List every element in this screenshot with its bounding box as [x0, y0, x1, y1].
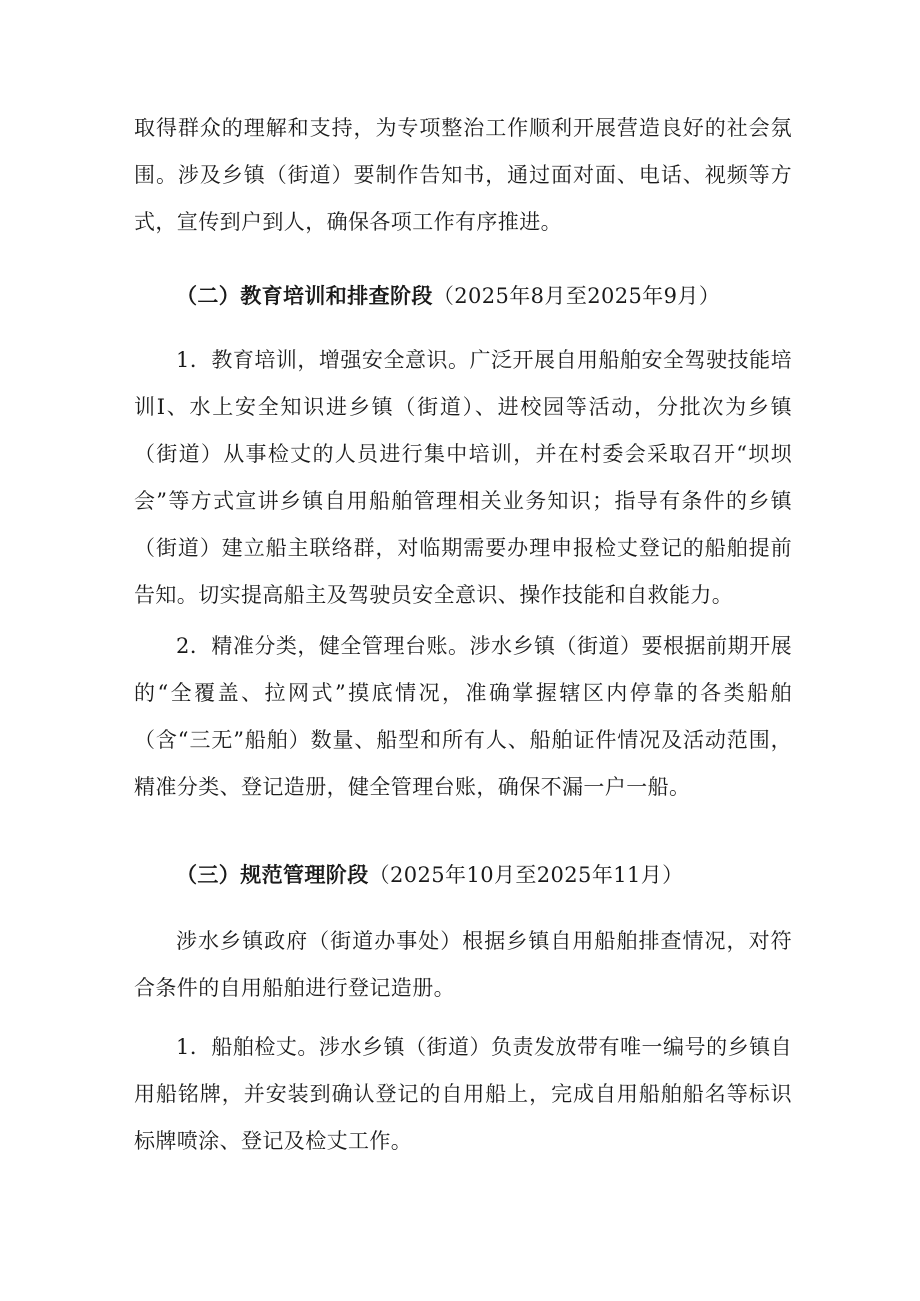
- paragraph-ship-inspection: 1．船舶检丈。涉水乡镇（街道）负责发放带有唯一编号的乡镇自用船铭牌，并安装到确认登记的自用船上，完成自用船舶船名等标识标牌喷涂、登记及检丈工作。: [134, 1035, 792, 1153]
- section-heading-title: （三）规范管理阶段: [176, 862, 369, 887]
- section-heading-period: （2025年8月至2025年9月）: [432, 284, 721, 308]
- section-heading-management-stage: [176, 851, 792, 899]
- paragraph-registration: 涉水乡镇政府（街道办事处）根据乡镇自用船舶排查情况，对符合条件的自用船舶进行登记造册。: [134, 929, 792, 1000]
- section-heading-period: （2025年10月至2025年11月）: [368, 863, 684, 887]
- section-heading-title: （二）教育培训和排查阶段: [176, 283, 433, 308]
- paragraph-publicity: 取得群众的理解和支持，为专项整治工作顺利开展营造良好的社会氛围。涉及乡镇（街道）要制作告知书，通过面对面、电话、视频等方式，宣传到户到人，确保各项工作有序推进。: [134, 116, 792, 234]
- paragraph-classification-ledger: 2．精准分类，健全管理台账。涉水乡镇（街道）要根据前期开展的“全覆盖、拉网式”摸底情况，准确掌握辖区内停靠的各类船舶（含“三无”船舶）数量、船型和所有人、船舶证件情况及活动范围，精准分类、登记造册，健全管理台账，确保不漏一户一船。: [134, 634, 792, 799]
- section-heading-education-stage: [176, 272, 792, 320]
- paragraph-education-training: 1．教育培训，增强安全意识。广泛开展自用船舶安全驾驶技能培训I、水上安全知识进乡镇（街道）、进校园等活动，分批次为乡镇（街道）从事检丈的人员进行集中培训，并在村委会采取召开“坝坝会”等方式宣讲乡镇自用船舶管理相关业务知识；指导有条件的乡镇（街道）建立船主联络群，对临期需要办理申报检丈登记的船舶提前告知。切实提高船主及驾驶员安全意识、操作技能和自救能力。: [134, 348, 792, 607]
